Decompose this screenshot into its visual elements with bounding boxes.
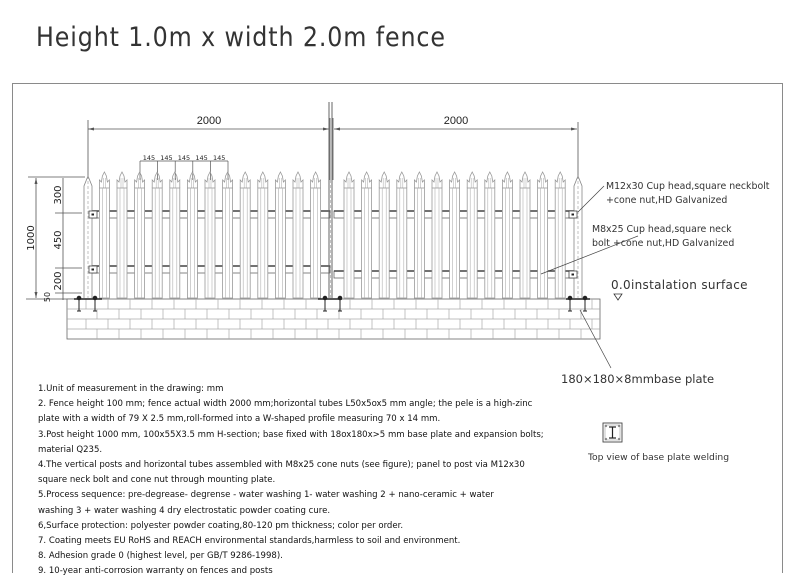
top-view-label: Top view of base plate welding [588,452,730,463]
note-line: 4.The vertical posts and horizontal tubes assembled with M8x25 cone nuts (see figure); panel to post via M12x30 [38,459,525,471]
brick-foundation [67,299,600,339]
base-plate-top-view-icon [603,423,622,442]
dimension-label-2000-left: 2000 [196,115,222,127]
installation-surface-label: 0.0instalation surface [611,278,748,292]
spacing-label: 145 [160,154,173,162]
note-line: 6,Surface protection: polyester powder coating,80-120 pm thickness; color per order. [38,519,404,531]
callout-m8-line2: bolt +cone nut,HD Galvanized [592,238,735,249]
spacing-label: 145 [142,154,156,162]
picket-spacing-dimensions [140,154,228,180]
note-line: material Q235. [38,443,103,455]
note-line: square neck bolt and cone nut through mounting plate. [38,474,276,486]
callout-m12-bolt [606,180,769,208]
callout-m12-line2: +cone nut,HD Galvanized [606,195,728,206]
note-line: 3.Post height 1000 mm, 100x55X3.5 mm H-section; base fixed with 18ox180x>5 mm base plate and expansion bolts; [38,428,544,440]
dimension-width-left [88,115,330,180]
note-line: washing 3 + water washing 4 dry electrostatic powder coating cure. [38,504,331,516]
callout-m8-bolt [592,223,734,251]
dimension-label-2000-right: 2000 [443,115,469,127]
dimension-width-right [333,115,578,180]
pickets-right [344,172,565,298]
note-line: 9. 10-year anti-corrosion warranty on fences and posts [38,565,273,577]
total-height-label: 1000 [26,225,37,251]
callout-m8-line1: M8x25 Cup head,square neck [592,224,732,235]
spacing-label: 145 [212,154,226,162]
spacing-label: 145 [177,154,191,162]
surface-marker-icon [614,294,622,300]
segment-label-300: 300 [53,185,64,205]
callout-m12-line1: M12x30 Cup head,square neckbolt [606,181,770,192]
drawing-title: Height 1.0m x width 2.0m fence [36,22,446,53]
technical-notes [38,381,582,579]
note-line: 2. Fence height 100 mm; fence actual width 2000 mm;horizontal tubes L50x5ox5 mm angle; the pele is a high-zinc [38,398,533,410]
segment-label-50: 50 [43,291,52,303]
base-plate-label: 180×180×8mmbase plate [561,372,715,386]
note-line: 5.Process sequence: pre-degrease- degrense - water washing 1- water washing 2 + nano-ceramic + water [38,489,494,501]
note-line: 1.Unit of measurement in the drawing: mm [38,383,224,394]
note-line: 8. Adhesion grade 0 (highest level, per GB/T 9286-1998). [38,550,283,562]
spacing-label: 145 [195,154,208,162]
height-dimensions [26,177,88,302]
segment-label-200: 200 [53,271,64,291]
segment-label-450: 450 [53,230,64,250]
note-line: 7. Coating meets EU RoHS and REACH environmental standards,harmless to soil and environment. [38,535,461,547]
note-line: plate with a width of 79 X 2.5 mm,roll-formed into a W-shaped profile measuring 70 x 14 mm. [38,413,441,425]
pickets-left [99,172,320,298]
